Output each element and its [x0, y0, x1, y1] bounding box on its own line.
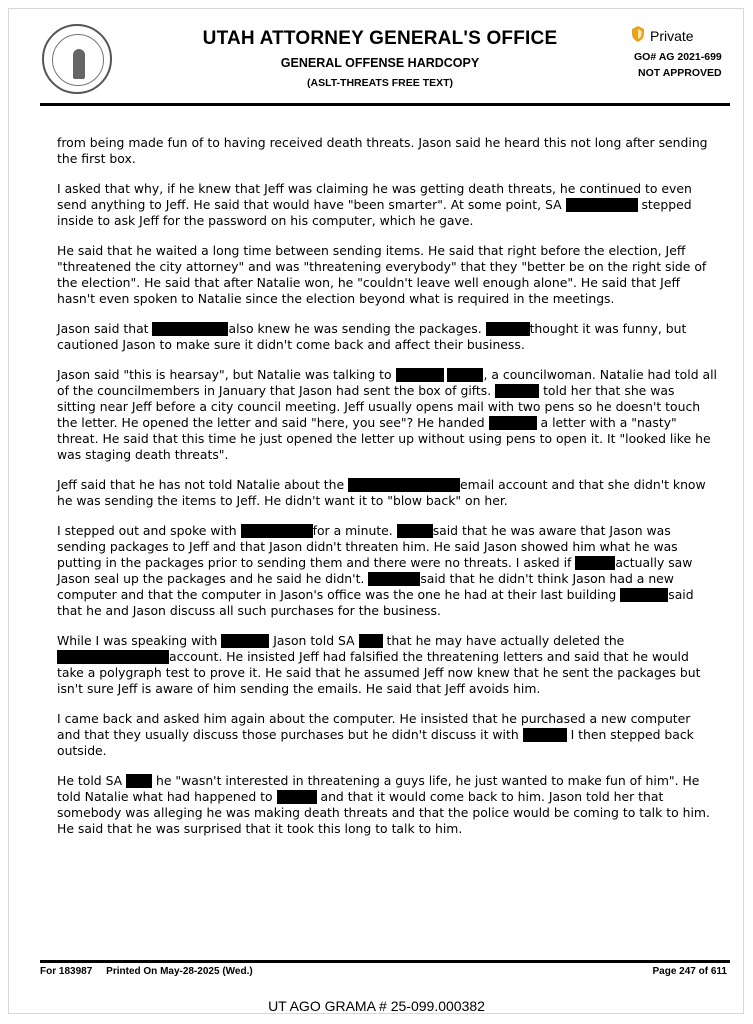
redaction-block [575, 556, 615, 570]
text-run: While I was speaking with [57, 633, 222, 648]
office-title: UTAH ATTORNEY GENERAL'S OFFICE [202, 28, 558, 49]
page-number: Page 247 of 611 [652, 966, 727, 977]
text-run: also knew he was sending the packages. [228, 321, 486, 336]
redaction-block [152, 322, 228, 336]
paragraph-10 [57, 773, 717, 837]
redaction-block [620, 588, 668, 602]
redaction-block [486, 322, 530, 336]
redaction-block [566, 198, 638, 212]
go-number: GO# AG 2021-699 [634, 51, 722, 63]
bates-number: UT AGO GRAMA # 25-099.000382 [268, 998, 485, 1014]
document-subtype: (ASLT-THREATS FREE TEXT) [306, 77, 454, 89]
text-run: Jeff said that he has not told Natalie about the [57, 477, 349, 492]
text-run: he "wasn't interested in threatening a guys life, he just wanted to make fun of him". He told Natalie what had happened to [57, 773, 700, 804]
text-run: I stepped out and spoke with [57, 523, 241, 538]
text-run: said that he and Jason discuss all such purchases for the business. [57, 587, 694, 618]
text-run: account. He insisted Jeff had falsified the threatening letters and said that he would take a polygraph test to prove it. He said that he assumed Jeff now knew that he sent the packages but isn't sure Jeff is aware of him sending the emails. He said that Jeff avoids him. [57, 649, 701, 696]
redaction-block [57, 650, 169, 664]
paragraph-8 [57, 633, 717, 697]
redaction-block [241, 524, 313, 538]
redaction-block [397, 524, 433, 538]
text-run: Jason said "this is hearsay", but Natalie was talking to [57, 367, 396, 382]
printed-label: Printed On May-28-2025 (Wed.) [106, 966, 253, 977]
document-type: GENERAL OFFENSE HARDCOPY [280, 56, 480, 70]
redaction-block [368, 572, 420, 586]
redaction-block [396, 368, 444, 382]
header-rule [40, 103, 730, 106]
paragraph-6 [57, 477, 717, 509]
seal-inner-ring [52, 34, 104, 86]
text-run: said that he didn't think Jason had a new computer and that the computer in Jason's office was the one he had at their last building [57, 571, 674, 602]
text-run: a letter with a "nasty" threat. He said that this time he just opened the letter up without using pens to open it. It "looked like he was staging death threats". [57, 415, 711, 462]
paragraph-4 [57, 321, 717, 353]
text-run: from being made fun of to having received death threats. Jason said he heard this not long after sending the first box. [57, 135, 708, 166]
paragraph-5 [57, 367, 717, 463]
text-run: for a minute. [312, 523, 397, 538]
state-seal-icon [42, 24, 112, 94]
redaction-block [348, 478, 460, 492]
paragraph-7 [57, 523, 717, 619]
text-run: actually saw Jason seal up the packages and he said he didn't. [57, 555, 693, 586]
shield-icon [632, 26, 644, 42]
redaction-block [221, 634, 269, 648]
footer-rule [40, 960, 730, 963]
for-label: For 183987 [40, 966, 93, 977]
text-run: thought it was funny, but cautioned Jason to make sure it didn't come back and affect their business. [57, 321, 687, 352]
paragraph-2 [57, 181, 717, 229]
redaction-block [489, 416, 537, 430]
text-run: told her that she was sitting near Jeff before a city council meeting. Jeff usually opens mail with two pens so he doesn't touch the letter. He opened the letter and said "here, you see"? He handed [57, 383, 701, 430]
redaction-block [126, 774, 152, 788]
narrative-body [57, 135, 717, 851]
paragraph-1 [57, 135, 717, 167]
text-run: said that he was aware that Jason was sending packages to Jeff and that Jason didn't threaten him. He said Jason showed him what he was putting in the packages prior to sending them and there were no threats. I asked if [57, 523, 678, 570]
redaction-block [359, 634, 383, 648]
private-label: Private [650, 28, 694, 44]
text-run: Jason told SA [269, 633, 359, 648]
text-run: , a councilwoman. Natalie had told all of the councilmembers in January that Jason had sent the box of gifts. [57, 367, 717, 398]
text-run: email account and that she didn't know he was sending the items to Jeff. He didn't want it to "blow back" on her. [57, 477, 706, 508]
text-run: I came back and asked him again about the computer. He insisted that he purchased a new computer and that they usually discuss those purchases but he didn't discuss it with [57, 711, 691, 742]
text-run: He said that he waited a long time between sending items. He said that right before the election, Jeff "threatened the city attorney" and was "threatening everybody" that they "better be on the right side of the election". He said that after Natalie won, he "couldn't leave well enough alone". He said that Jeff hasn't even spoken to Natalie since the election beyond what is required in the meetings. [57, 243, 707, 306]
paragraph-9 [57, 711, 717, 759]
text-run: I then stepped back outside. [57, 727, 694, 758]
text-run: Jason said that [57, 321, 153, 336]
text-run: I asked that why, if he knew that Jeff was claiming he was getting death threats, he continued to even send anything to Jeff. He said that would have "been smarter". At some point, SA [57, 181, 692, 212]
text-run: stepped inside to ask Jeff for the password on his computer, which he gave. [57, 197, 692, 228]
text-run: He told SA [57, 773, 127, 788]
redaction-block [447, 368, 483, 382]
redaction-block [277, 790, 317, 804]
print-info [40, 966, 253, 977]
seal-figure [73, 49, 85, 79]
paragraph-3 [57, 243, 717, 307]
text-run: that he may have actually deleted the [382, 633, 625, 648]
approval-status: NOT APPROVED [638, 67, 722, 79]
redaction-block [523, 728, 567, 742]
text-run: and that it would come back to him. Jason told her that somebody was alleging he was making death threats and that the police would be coming to talk to him. He said that he was surprised that it took this long to talk to him. [57, 789, 710, 836]
redaction-block [495, 384, 539, 398]
